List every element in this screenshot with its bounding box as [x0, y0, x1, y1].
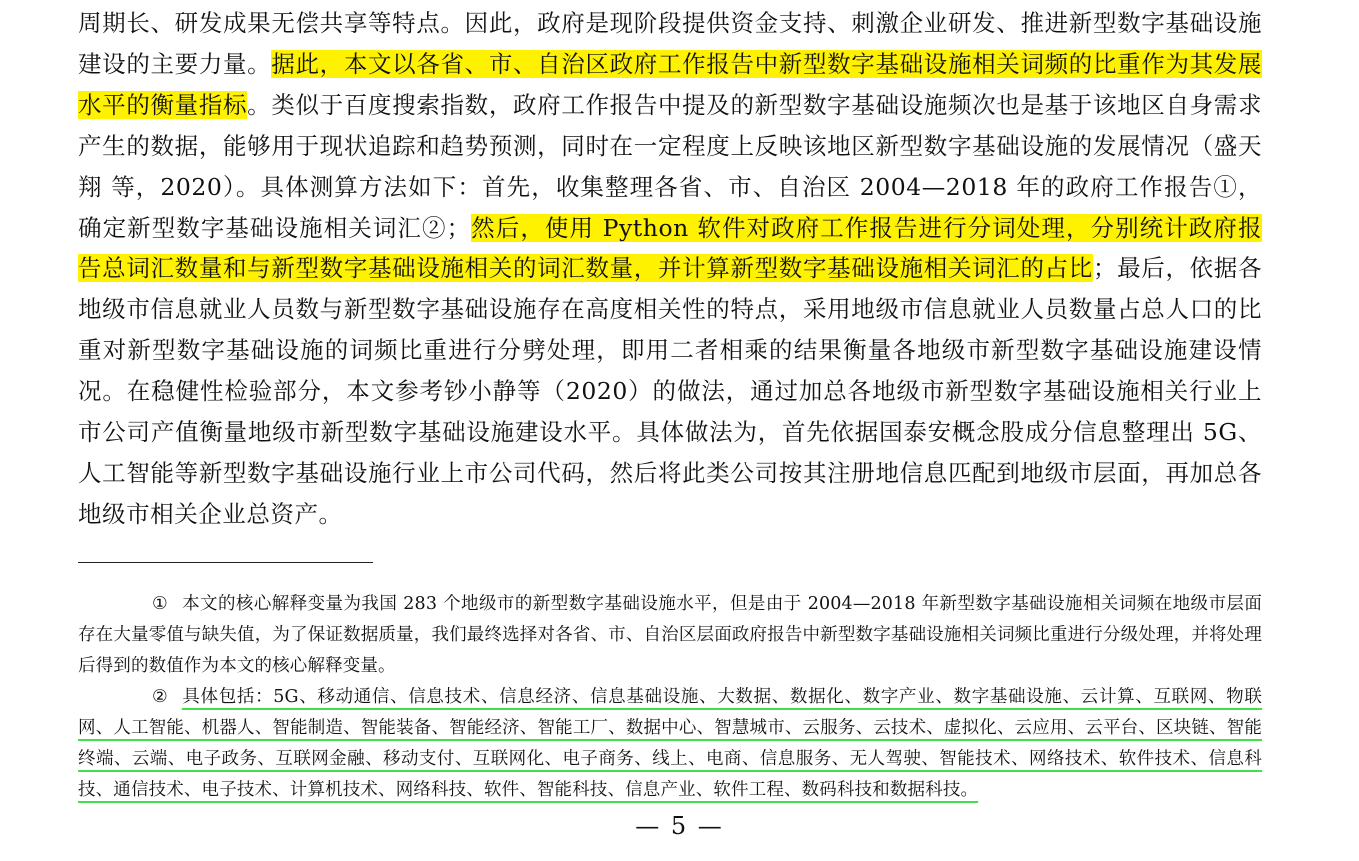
footnote-marker: ②	[152, 687, 168, 707]
body-text-segment: 。类似于百度搜索指数，政府工作报告中提及的新型数字基础设施频次也是基于该地区自身需求产生的数据，能够用于现状追踪和趋势预测，同时在一定程度上反映该地区新型数字基础设施的发展情况（盛天翔 等，2020）。具体测算方法如下：首先，收集整理各省、市、自治区 2004—2018 年的政府工作报告	[78, 90, 1262, 201]
body-text-segment: ；最后，依据各地级市信息就业人员数与新型数字基础设施存在高度相关性的特点，采用地级市信息就业人员数量占总人口的比重对新型数字基础设施的词频比重进行分劈处理，即用二者相乘的结果衡量各地级市新型数字基础设施建设情况。在稳健性检验部分，本文参考钞小静等（2020）的做法，通过加总各地级市新型数字基础设施相关行业上市公司产值衡量地级市新型数字基础设施建设水平。具体做法为，首先依据国泰安概念股成分信息整理出 5G、人工智能等新型数字基础设施行业上市公司代码，然后将此类公司按其注册地信息匹配到地级市层面，再加总各地级市相关企业总资产。	[78, 254, 1262, 528]
footnote-reference-2[interactable]: ②	[422, 213, 447, 242]
footnote-reference-1[interactable]: ①	[1213, 172, 1238, 201]
highlighted-passage: 据此，本文以各省、市、自治区政府工作报告中新型数字基础设施相关词频的比重作为其发展水平的衡量指标	[78, 49, 1262, 119]
underlined-footnote-text: 具体包括：5G、移动通信、信息技术、信息经济、信息基础设施、大数据、数据化、数字产业、数字基础设施、云计算、互联网、物联网、人工智能、机器人、智能制造、智能装备、智能经济、智能工厂、数据中心、智慧城市、云服务、云技术、虚拟化、云应用、云平台、区块链、智能终端、云端、电子政务、互联网金融、移动支付、互联网化、电子商务、线上、电商、信息服务、无人驾驶、智能技术、网络技术、软件技术、信息科技、通信技术、电子技术、计算机技术、网络科技、软件、智能科技、信息产业、软件工程、数码科技和数据科技。	[78, 687, 1262, 800]
footnotes-section	[78, 589, 1262, 806]
highlighted-passage: 然后，使用 Python 软件对政府工作报告进行分词处理，分别统计政府报告总词汇数量和与新型数字基础设施相关的词汇数量，并计算新型数字基础设施相关词汇的占比	[78, 213, 1262, 283]
footnote-marker: ①	[152, 594, 168, 614]
document-page	[78, 0, 1262, 535]
page-number: — 5 —	[635, 812, 724, 840]
footnote-separator-rule	[78, 562, 373, 563]
footnote-text: 本文的核心解释变量为我国 283 个地级市的新型数字基础设施水平，但是由于 2004—2018 年新型数字基础设施相关词频在地级市层面存在大量零值与缺失值，为了保证数据质量，我们最终选择对各省、市、自治区层面政府报告中新型数字基础设施相关词频比重进行分级处理，并将处理后得到的数值作为本文的核心解释变量。	[78, 594, 1262, 676]
body-text-segment: ，确定新型数字基础设施相关词汇	[78, 172, 1262, 242]
body-text-segment: 周期长、研发成果无偿共享等特点。因此，政府是现阶段提供资金支持、刺激企业研发、推进新型数字基础设施建设的主要力量。	[78, 9, 1262, 78]
footnote-1	[78, 589, 1262, 682]
footnote-2	[78, 682, 1262, 806]
body-text-segment: ；	[446, 213, 471, 242]
body-paragraph	[78, 0, 1262, 535]
